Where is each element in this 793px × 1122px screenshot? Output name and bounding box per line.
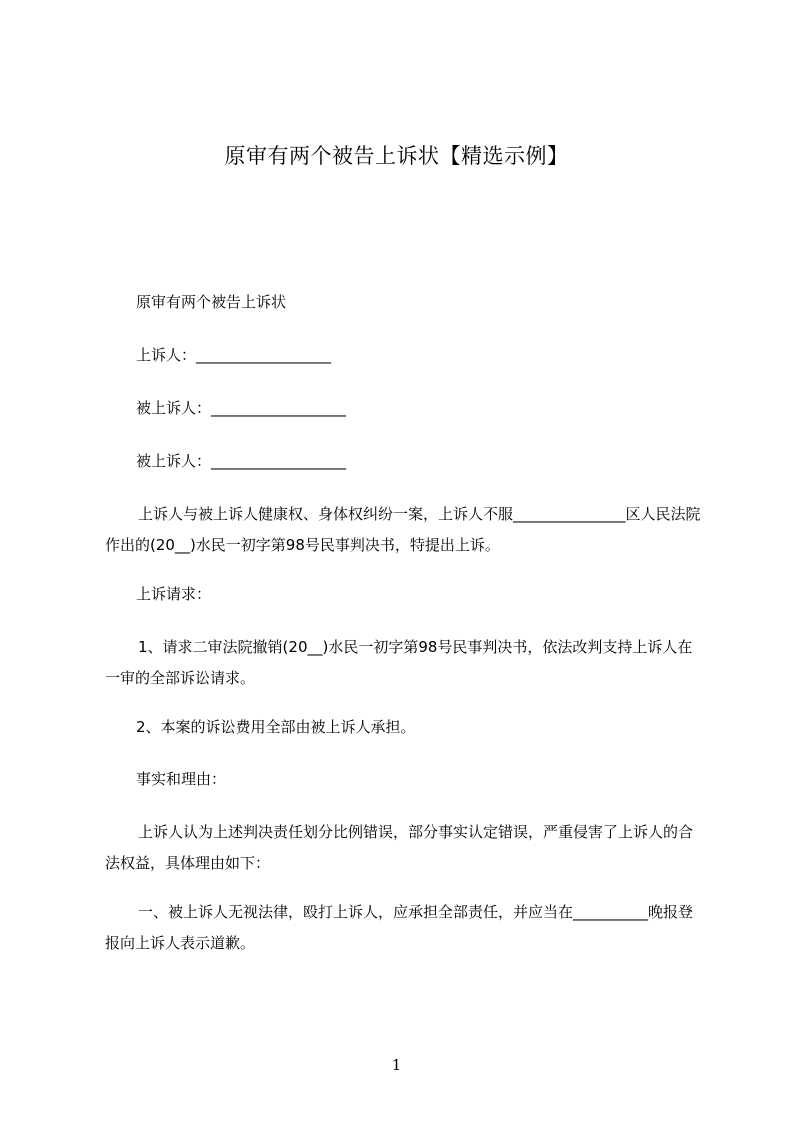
- request-item-2: 2、本案的诉讼费用全部由被上诉人承担。: [136, 718, 416, 736]
- reason-item-1: 一、被上诉人无视法律，殴打上诉人，应承担全部责任，并应当在__________晚报登报向上诉人表示道歉。: [105, 903, 694, 952]
- requests-heading: 上诉请求：: [136, 585, 212, 603]
- appellee-field-2: 被上诉人：__________________: [136, 452, 347, 470]
- appellee-field-1: 被上诉人：__________________: [136, 399, 347, 417]
- facts-intro-paragraph: 上诉人认为上述判决责任划分比例错误，部分事实认定错误，严重侵害了上诉人的合法权益，具体理由如下：: [105, 823, 694, 872]
- request-item-1: 1、请求二审法院撤销(20__)水民一初字第98号民事判决书，依法改判支持上诉人在一审的全部诉讼请求。: [105, 638, 693, 687]
- page-number: 1: [391, 1056, 402, 1074]
- document-title: 原审有两个被告上诉状【精选示例】: [224, 144, 569, 168]
- heading-paragraph: 原审有两个被告上诉状: [136, 293, 287, 311]
- appellant-field: 上诉人：__________________: [136, 346, 332, 364]
- intro-paragraph: 上诉人与被上诉人健康权、身体权纠纷一案，上诉人不服_______________区人民法院作出的(20__)水民一初字第98号民事判决书，特提出上诉。: [105, 505, 701, 554]
- facts-heading: 事实和理由：: [136, 770, 227, 788]
